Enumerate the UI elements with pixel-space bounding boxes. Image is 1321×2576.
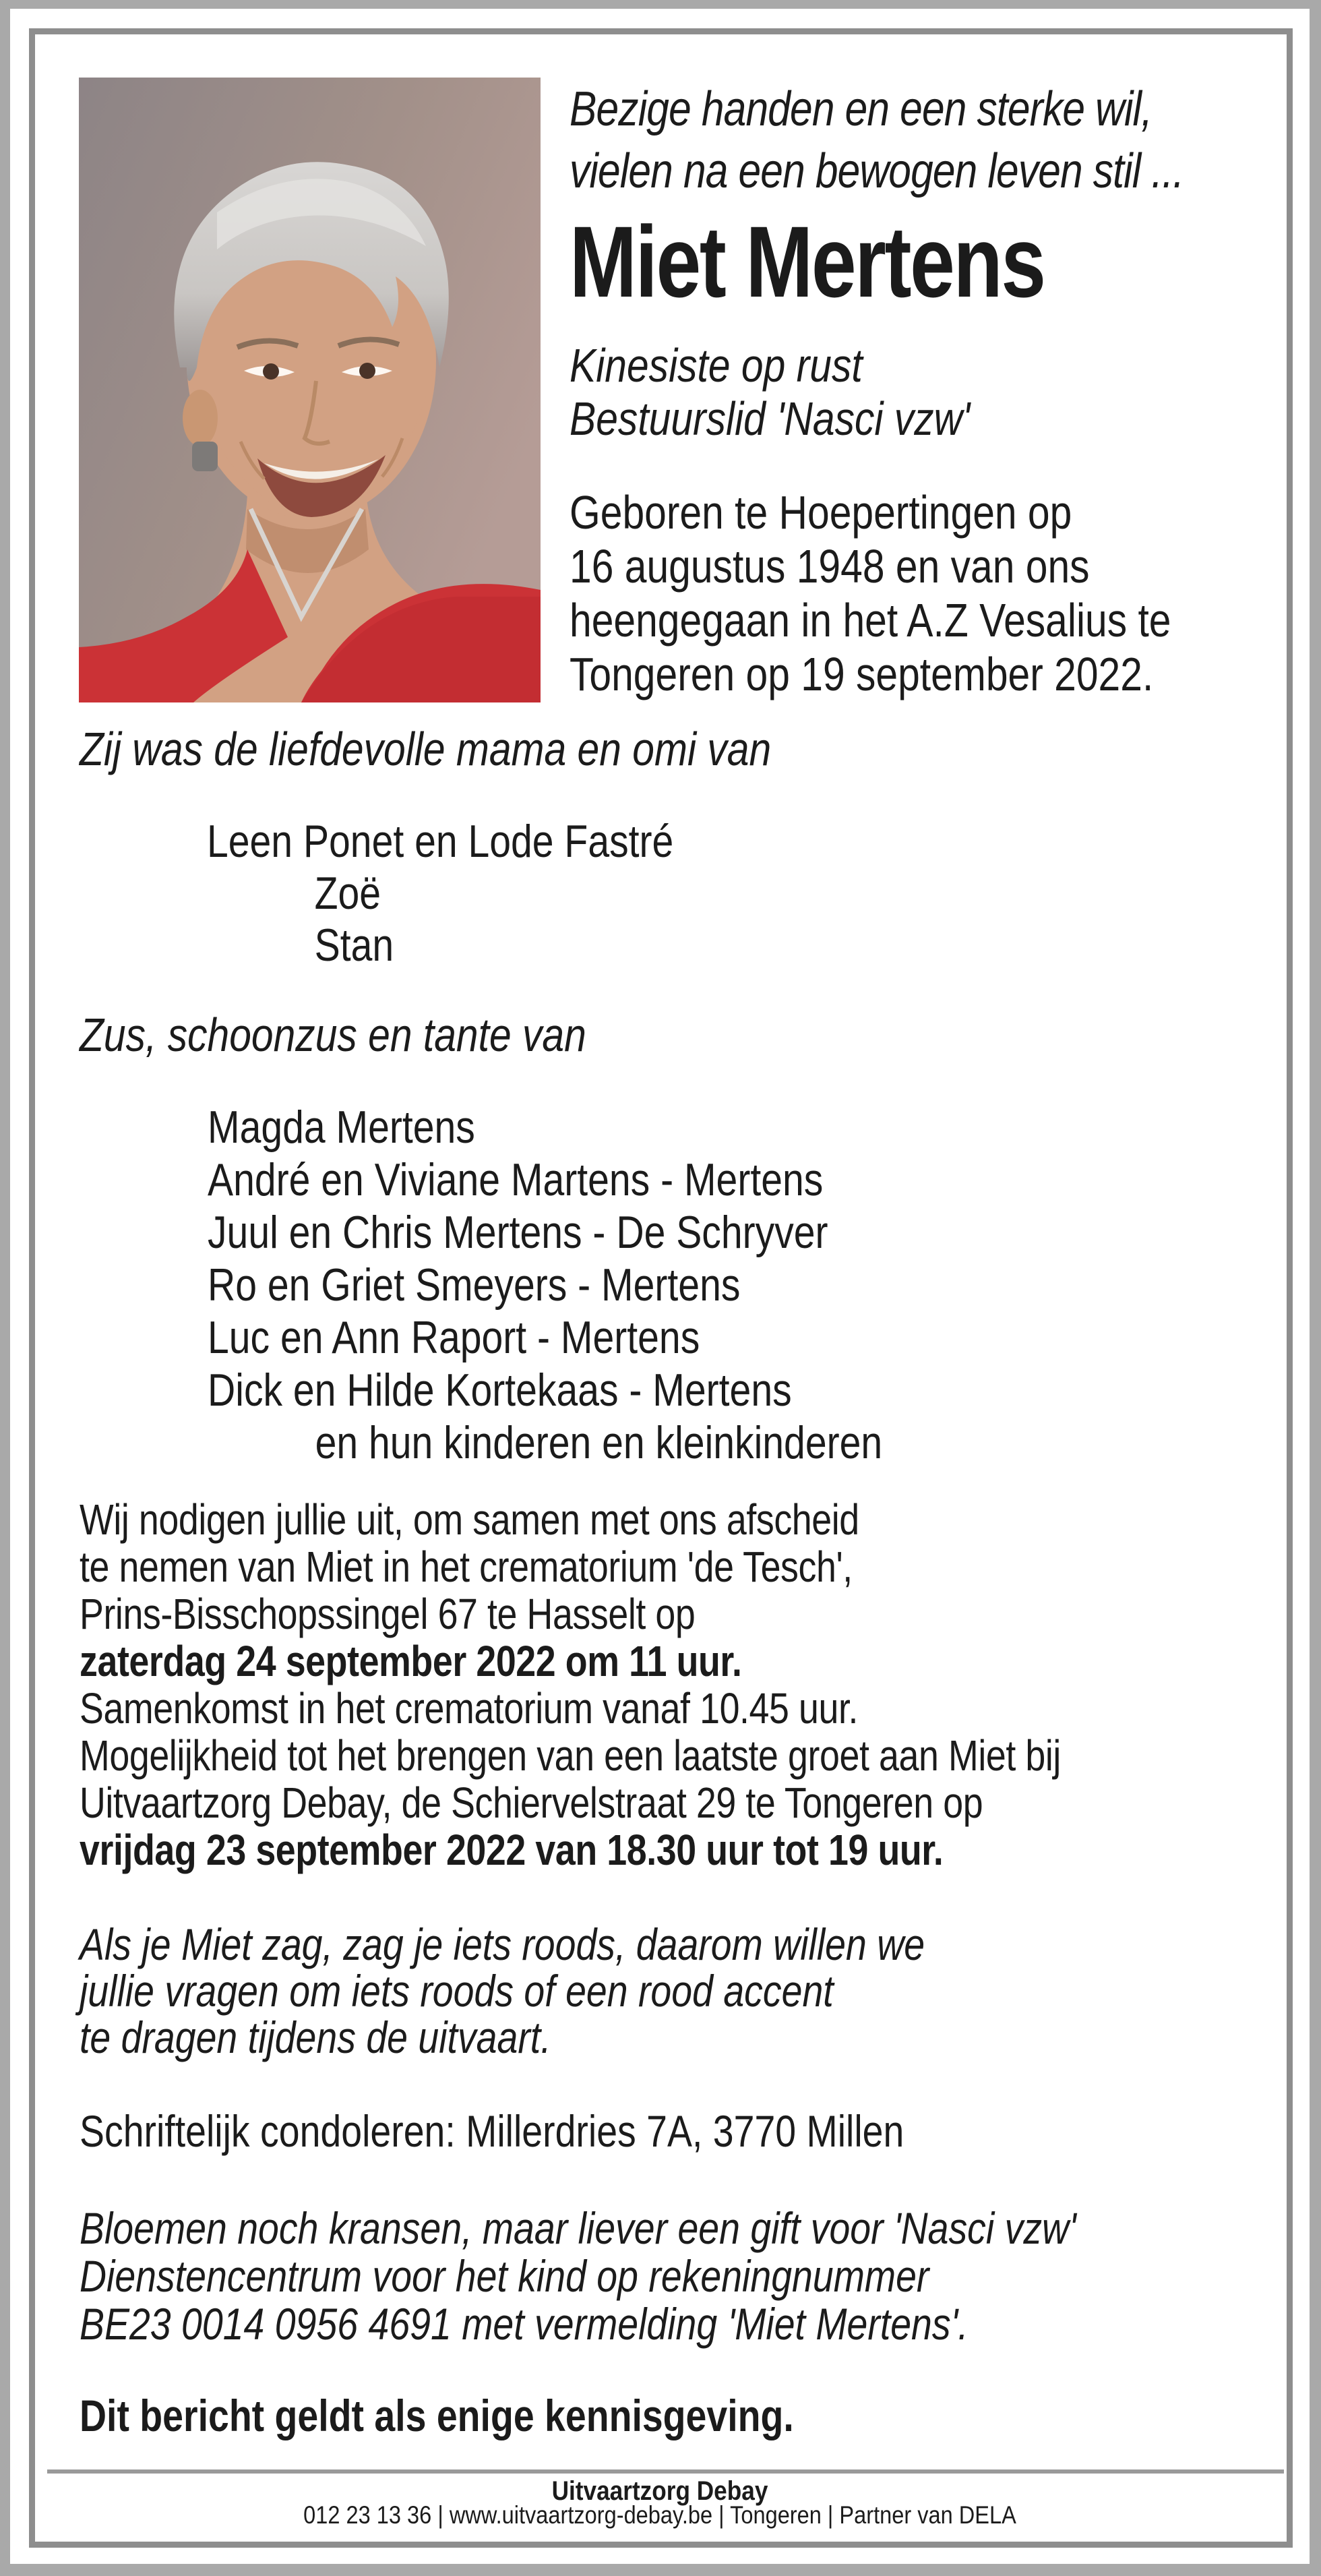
text-line: Als je Miet zag, zag je iets roods, daarom willen we — [80, 1919, 925, 1969]
text-line: Bezige handen en een sterke wil, — [570, 82, 1153, 136]
siblings-intro — [80, 1009, 1093, 1061]
text-line: Prins-Bisschopssingel 67 te Hasselt op — [80, 1590, 696, 1638]
text-line: te nemen van Miet in het crematorium 'de Tesch', — [80, 1542, 853, 1591]
announcement-card — [10, 9, 1310, 2564]
text-line: Dienstencentrum voor het kind op rekeningnummer — [80, 2251, 929, 2301]
footer-contact — [88, 2501, 1232, 2529]
text-line: vrijdag 23 september 2022 van 18.30 uur tot 19 uur. — [80, 1826, 944, 1874]
text-line: Zoë — [314, 868, 381, 919]
text-line: Dick en Hilde Kortekaas - Mertens — [208, 1365, 792, 1416]
footer-contact-text: 012 23 13 36 | www.uitvaartzorg-debay.be | Tongeren | Partner van DELA — [303, 2501, 1016, 2529]
text-line: Luc en Ann Raport - Mertens — [208, 1312, 700, 1363]
ceremony-paragraph — [80, 1496, 1093, 1874]
condolences-text: Schriftelijk condoleren: Millerdries 7A, 3770 Millen — [80, 2106, 904, 2156]
text-line: jullie vragen om iets roods of een rood accent — [80, 1966, 834, 2016]
text-line: en hun kinderen en kleinkinderen — [315, 1417, 883, 1468]
text-line: heengegaan in het A.Z Vesalius te — [570, 594, 1171, 647]
footer-separator — [47, 2469, 1284, 2474]
text-line: Stan — [314, 920, 394, 971]
children-intro-text: Zij was de liefdevolle mama en omi van — [80, 723, 772, 775]
text-line: Bloemen noch kransen, maar liever een gift voor 'Nasci vzw' — [80, 2203, 1076, 2253]
children-list — [207, 816, 673, 971]
deceased-name-text: Miet Mertens — [570, 205, 1045, 318]
siblings-intro-text: Zus, schoonzus en tante van — [80, 1009, 586, 1061]
portrait-photo — [79, 78, 541, 702]
text-line: Mogelijkheid tot het brengen van een laatste groet aan Miet bij — [80, 1731, 1061, 1780]
text-line: Geboren te Hoepertingen op — [570, 486, 1072, 539]
condolences-line — [80, 2107, 1093, 2155]
text-line: Leen Ponet en Lode Fastré — [207, 816, 674, 867]
text-line: André en Viviane Martens - Mertens — [208, 1154, 824, 1205]
text-line: Bestuurslid 'Nasci vzw' — [570, 392, 971, 445]
text-line: te dragen tijdens de uitvaart. — [80, 2012, 551, 2062]
text-line: Wij nodigen jullie uit, om samen met ons afscheid — [80, 1495, 859, 1544]
epitaph-text — [570, 78, 1204, 202]
text-line: Magda Mertens — [208, 1102, 475, 1153]
text-line: Tongeren op 19 september 2022. — [570, 648, 1154, 700]
children-intro — [80, 723, 1093, 775]
sole-notice-line — [80, 2391, 1093, 2440]
siblings-list — [208, 1101, 882, 1469]
text-line: zaterdag 24 september 2022 om 11 uur. — [80, 1637, 742, 1685]
portrait-photo-illustration — [79, 78, 541, 702]
birth-death-text — [570, 485, 1204, 701]
text-line: 16 augustus 1948 en van ons — [570, 540, 1090, 593]
text-line: Ro en Griet Smeyers - Mertens — [208, 1259, 741, 1311]
deceased-roles — [570, 339, 1204, 446]
red-accent-note — [80, 1921, 1093, 2061]
text-line: Juul en Chris Mertens - De Schryver — [208, 1207, 828, 1258]
deceased-name — [570, 205, 1173, 318]
footer-company-text: Uitvaartzorg Debay — [551, 2476, 768, 2506]
donation-paragraph — [80, 2205, 1093, 2348]
text-line: vielen na een bewogen leven stil ... — [570, 144, 1184, 198]
text-line: Uitvaartzorg Debay, de Schiervelstraat 29 te Tongeren op — [80, 1778, 983, 1827]
sole-notice-text: Dit bericht geldt als enige kennisgeving. — [80, 2391, 794, 2440]
text-line: Samenkomst in het crematorium vanaf 10.45 uur. — [80, 1684, 859, 1733]
text-line: Kinesiste op rust — [570, 339, 863, 392]
text-line: BE23 0014 0956 4691 met vermelding 'Miet Mertens'. — [80, 2299, 969, 2349]
